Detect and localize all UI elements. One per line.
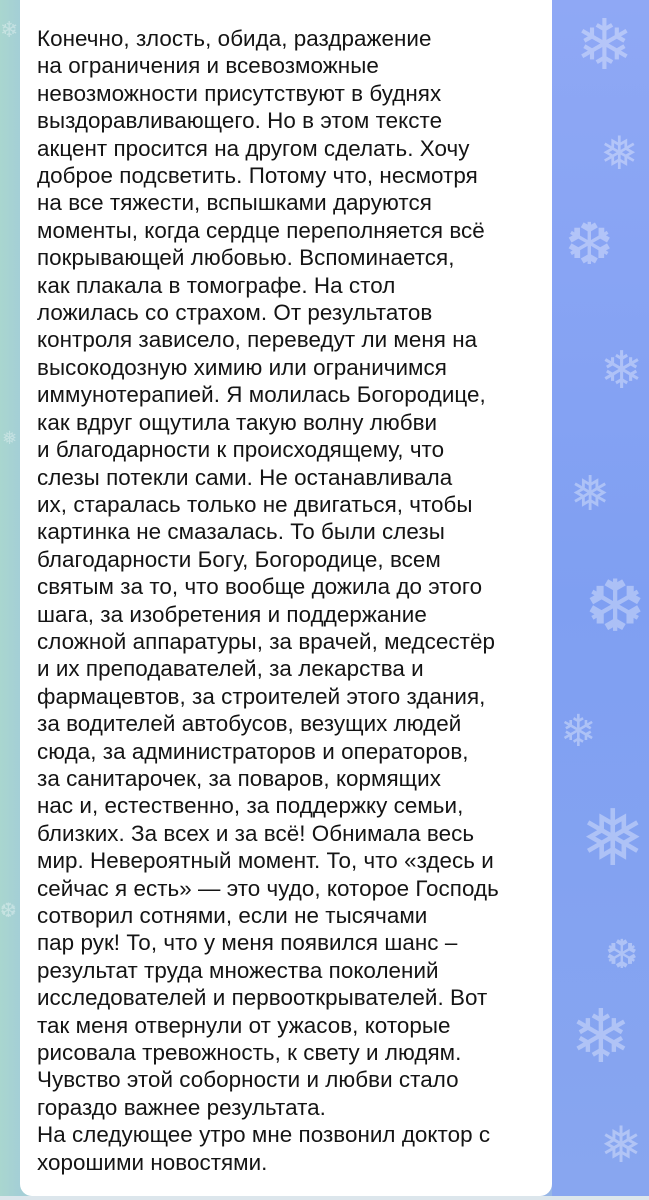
message-line: и их преподавателей, за лекарства и (37, 656, 424, 682)
snowflake-icon: ❆ (605, 932, 639, 978)
snowflake-icon: ❅ (580, 794, 646, 884)
message-line: нас и, естественно, за поддержку семьи, (37, 793, 464, 819)
message-line: сейчас я есть» — это чудо, которое Господь (37, 875, 499, 901)
snowflake-icon: ❅ (600, 126, 639, 180)
message-line: хорошими новостями. (37, 1149, 268, 1175)
message-line: фармацевтов, за строителей этого здания, (37, 683, 486, 709)
message-line: доброе подсветить. Потому что, несмотря (37, 163, 478, 189)
snowflake-icon: ❄ (570, 994, 633, 1080)
message-line: рисовала тревожность, к свету и людям. (37, 1040, 462, 1066)
snowflake-icon: ❄ (600, 341, 644, 401)
message-line: святым за то, что вообще дожила до этого (37, 574, 483, 600)
message-line: шага, за изобретения и поддержание (37, 601, 427, 627)
message-line: на все тяжести, вспышками даруются (37, 190, 432, 216)
message-line: ложилась со страхом. От результатов (37, 300, 433, 326)
message-line: мир. Невероятный момент. То, что «здесь и (37, 848, 494, 874)
message-line: высокодозную химию или ограничимся (37, 354, 447, 380)
snowflake-icon: ❄ (575, 4, 634, 86)
message-line: исследователей и первооткрывателей. Вот (37, 985, 488, 1011)
message-line: на ограничения и всевозможные (37, 53, 379, 79)
message-line: картинка не смазалась. То были слезы (37, 519, 445, 545)
message-line: благодарности Богу, Богородице, всем (37, 546, 441, 572)
message-line: На следующее утро мне позвонил доктор с (37, 1122, 491, 1148)
snowflake-icon: ❅ (570, 466, 611, 522)
message-line: моменты, когда сердце переполняется всё (37, 217, 485, 243)
message-line: пар рук! То, что у меня появился шанс – (37, 930, 458, 956)
message-line: покрывающей любовью. Вспоминается, (37, 245, 455, 271)
message-line: сложной аппаратуры, за врачей, медсестёр (37, 628, 495, 654)
message-line: так меня отвернули от ужасов, которые (37, 1012, 451, 1038)
snowflake-icon: ❄ (0, 18, 19, 43)
message-line: их, старалась только не двигаться, чтобы (37, 491, 473, 517)
message-line: и благодарности к происходящему, что (37, 437, 445, 463)
message-line: как вдруг ощутила такую волну любви (37, 409, 438, 435)
snowflake-icon: ❆ (565, 210, 614, 278)
message-line: близких. За всех и за всё! Обнимала весь (37, 820, 475, 846)
snowflake-icon: ❆ (585, 564, 646, 648)
message-line: за санитарочек, за поваров, кормящих (37, 765, 441, 791)
message-line: невозможности присутствуют в буднях (37, 80, 442, 106)
message-line: Конечно, злость, обида, раздражение (37, 26, 432, 51)
message-line: Чувство этой соборности и любви стало (37, 1067, 459, 1093)
message-line: слезы потекли сами. Не останавливала (37, 464, 453, 490)
snowflake-icon: ❅ (600, 1116, 642, 1174)
message-line: результат труда множества поколений (37, 957, 439, 983)
snowflake-icon: ❅ (2, 428, 18, 449)
chat-bottom-edge (0, 1196, 649, 1200)
message-line: контроля зависело, переведут ли меня на (37, 327, 478, 353)
message-line: иммунотерапией. Я молилась Богородице, (37, 382, 486, 408)
message-text (37, 25, 542, 1176)
snowflake-icon: ❄ (560, 706, 597, 757)
message-line: как плакала в томографе. На стол (37, 272, 396, 298)
message-line: гораздо важнее результата. (37, 1094, 326, 1120)
message-line: сотворил сотнями, если не тысячами (37, 903, 428, 928)
message-line: сюда, за администраторов и операторов, (37, 738, 469, 764)
message-line: акцент просится на другом сделать. Хочу (37, 135, 470, 161)
snowflake-icon: ❆ (0, 898, 17, 922)
message-line: выздоравливающего. Но в этом тексте (37, 108, 443, 134)
message-line: за водителей автобусов, везущих людей (37, 711, 462, 737)
